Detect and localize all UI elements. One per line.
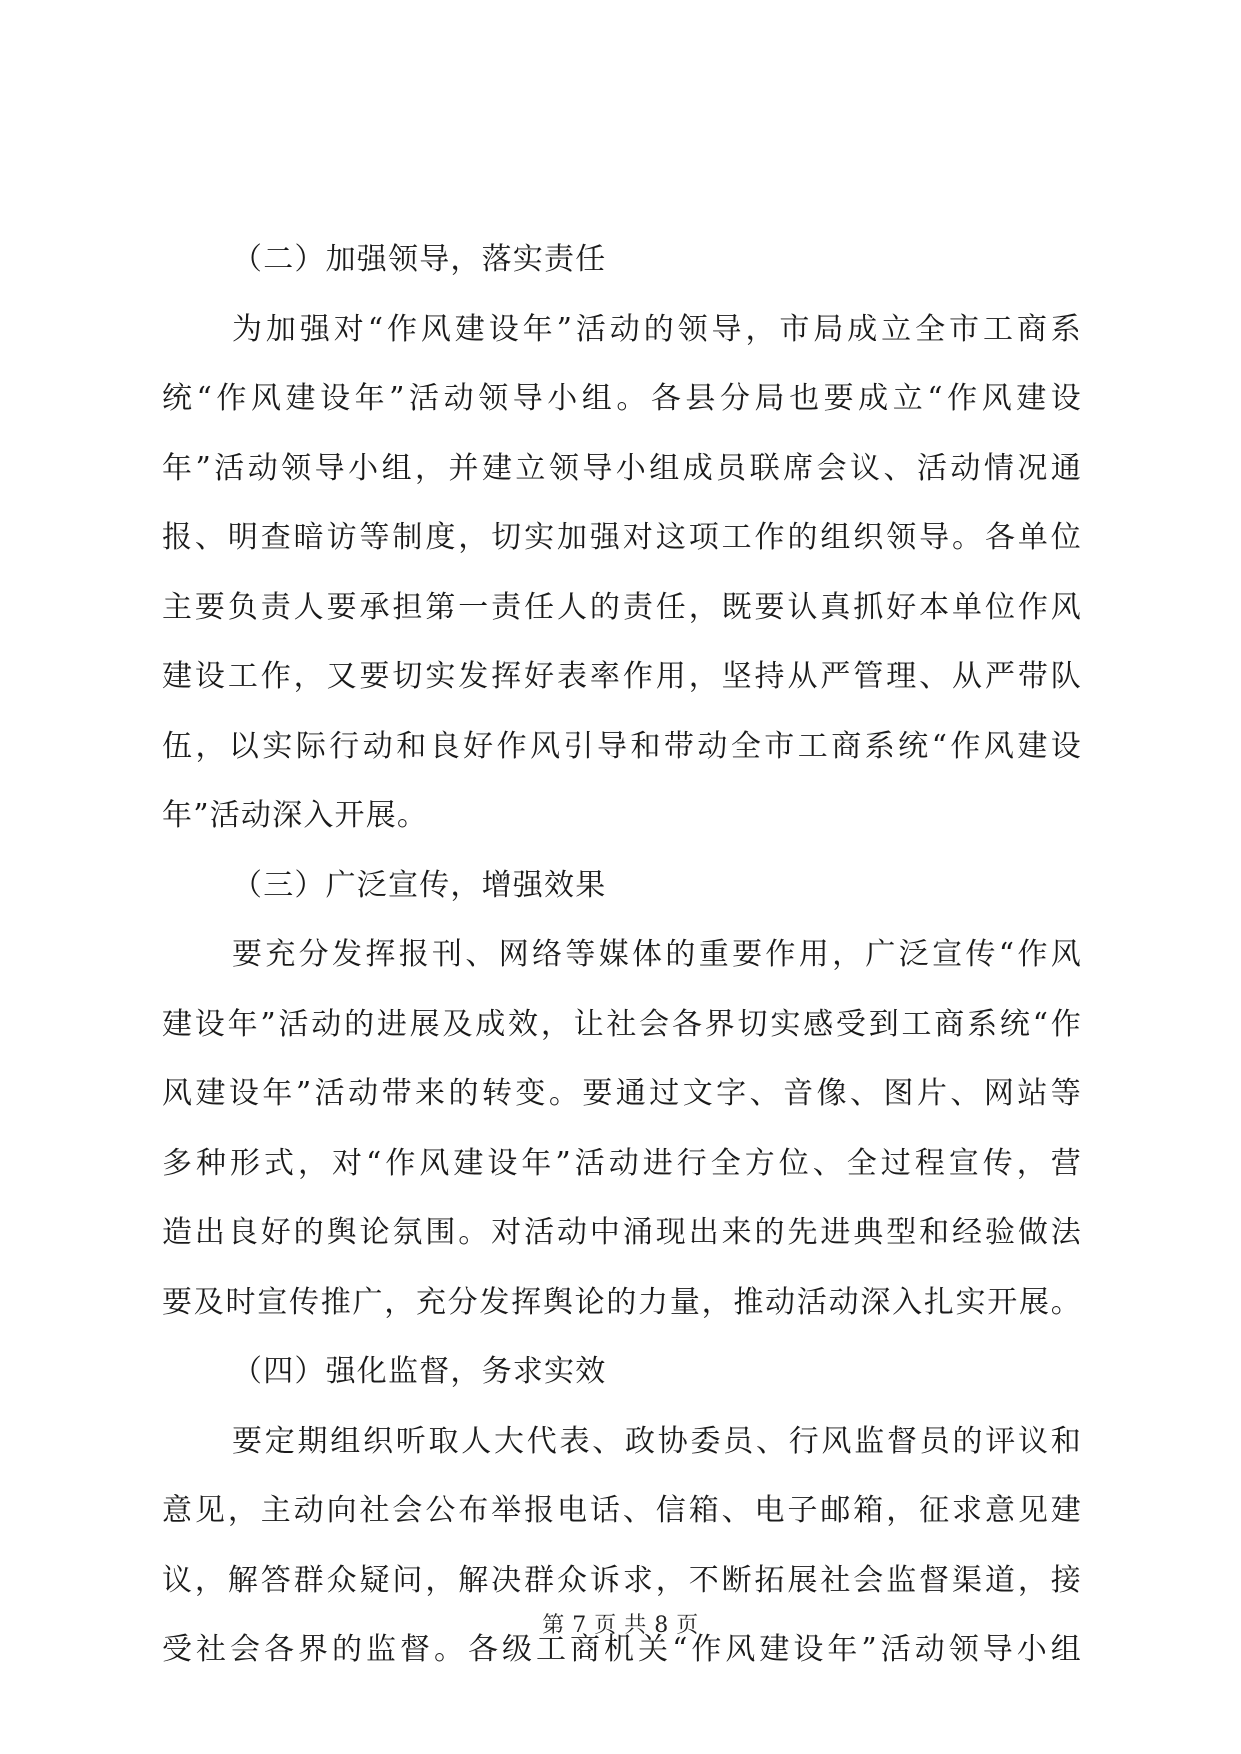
paragraph-line: 意见，主动向社会公布举报电话、信箱、电子邮箱，征求意见建 bbox=[162, 1493, 1082, 1528]
paragraph-line: 多种形式，对“作风建设年”活动进行全方位、全过程宣传，营 bbox=[162, 1145, 1082, 1181]
paragraph-line: 统“作风建设年”活动领导小组。各县分局也要成立“作风建设 bbox=[162, 381, 1082, 416]
paragraph-line: 要充分发挥报刊、网络等媒体的重要作用，广泛宣传“作风 bbox=[232, 937, 1082, 972]
paragraph-line: 议，解答群众疑问，解决群众诉求，不断拓展社会监督渠道，接 bbox=[162, 1562, 1082, 1598]
document-body bbox=[162, 225, 1082, 1685]
paragraph-line: 伍，以实际行动和良好作风引导和带动全市工商系统“作风建设 bbox=[162, 728, 1082, 764]
paragraph-line: 年”活动领导小组，并建立领导小组成员联席会议、活动情况通 bbox=[162, 450, 1082, 486]
paragraph-line: 建设工作，又要切实发挥好表率作用，坚持从严管理、从严带队 bbox=[162, 659, 1082, 694]
paragraph-line: 为加强对“作风建设年”活动的领导，市局成立全市工商系 bbox=[232, 311, 1082, 347]
paragraph-line: 建设年”活动的进展及成效，让社会各界切实感受到工商系统“作 bbox=[162, 1006, 1082, 1042]
paragraph-line: 报、明查暗访等制度，切实加强对这项工作的组织领导。各单位 bbox=[162, 520, 1082, 555]
page-number-footer: 第 7 页 共 8 页 bbox=[542, 1613, 699, 1638]
paragraph-line: 要及时宣传推广，充分发挥舆论的力量，推动活动深入扎实开展。 bbox=[162, 1284, 1082, 1320]
section-heading: （三）广泛宣传，增强效果 bbox=[232, 867, 607, 903]
paragraph-line: 受社会各界的监督。各级工商机关“作风建设年”活动领导小组 bbox=[162, 1632, 1082, 1667]
paragraph-line: 造出良好的舆论氛围。对活动中涌现出来的先进典型和经验做法 bbox=[162, 1215, 1082, 1250]
section-heading: （二）加强领导，落实责任 bbox=[232, 242, 607, 277]
paragraph-line: 主要负责人要承担第一责任人的责任，既要认真抓好本单位作风 bbox=[162, 589, 1082, 625]
section-heading: （四）强化监督，务求实效 bbox=[232, 1354, 607, 1389]
paragraph-line: 年”活动深入开展。 bbox=[162, 798, 429, 833]
paragraph-line: 风建设年”活动带来的转变。要通过文字、音像、图片、网站等 bbox=[162, 1076, 1082, 1111]
paragraph-line: 要定期组织听取人大代表、政协委员、行风监督员的评议和 bbox=[232, 1423, 1082, 1459]
